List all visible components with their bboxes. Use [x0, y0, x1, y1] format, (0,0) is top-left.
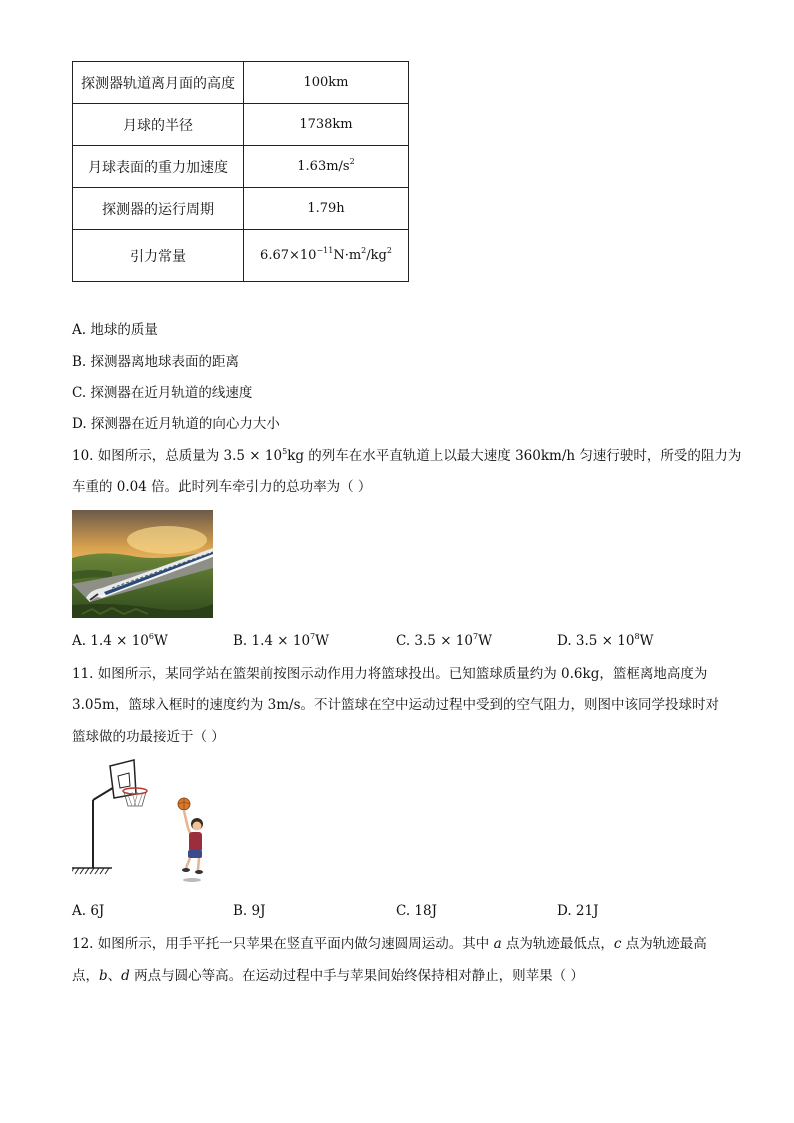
table-value: 1738km	[244, 104, 409, 146]
q10-stem-line2: 车重的 0.04 倍。此时列车牵引力的总功率为（ ）	[72, 479, 372, 495]
q10-option-b: B. $1.4 \times 10^7W$	[233, 632, 330, 649]
q10-stem-line1: 10. 如图所示，总质量为 $3.5 \times 10^5kg$ 的列车在水平直轨道上以最大速度 360km/h 匀速行驶时，所受的阻力为	[72, 447, 742, 464]
q11-option-d: D. 21J	[557, 903, 599, 919]
table-value	[244, 146, 409, 188]
table-row	[73, 188, 409, 230]
q11-stem-line2: 3.05m，篮球入框时的速度约为 3m/s。不计篮球在空中运动过程中受到的空气阻力，则图中该同学投球时对	[72, 697, 720, 713]
table-row	[73, 146, 409, 188]
q10-option-d: D. $3.5 \times 10^8W$	[557, 632, 654, 649]
value-exponent: 2	[349, 157, 355, 166]
q10-option-c: C. $3.5 \times 10^7W$	[396, 632, 492, 649]
probe-data-table	[72, 61, 409, 282]
q11-option-a: A. 6J	[72, 903, 105, 919]
table-label: 月球的半径	[73, 104, 244, 146]
table-label: 探测器的运行周期	[73, 188, 244, 230]
table-row	[73, 104, 409, 146]
train-photo	[72, 510, 213, 618]
value-text: 1.63m/s	[297, 159, 350, 174]
table-label: 月球表面的重力加速度	[73, 146, 244, 188]
q9-option-b: B. 探测器离地球表面的距离	[72, 354, 240, 370]
q11-stem-line1: 11. 如图所示，某同学站在篮架前按图示动作用力将篮球投出。已知篮球质量约为 0.6kg，篮框离地高度为	[72, 666, 708, 682]
q11-option-c: C. 18J	[396, 903, 438, 919]
q11-stem-line3: 篮球做的功最接近于（ ）	[72, 729, 225, 745]
q12-stem-line2: 点，b、d 两点与圆心等高。在运动过程中手与苹果间始终保持相对静止，则苹果（ ）	[72, 968, 584, 984]
table-label: 探测器轨道离月面的高度	[73, 62, 244, 104]
q9-option-a: A. 地球的质量	[72, 322, 158, 338]
table-row	[73, 230, 409, 282]
q10-option-a: A. $1.4 \times 10^6W$	[72, 632, 168, 649]
q12-stem-line1: 12. 如图所示，用手平托一只苹果在竖直平面内做匀速圆周运动。其中 a 点为轨迹最低点，c 点为轨迹最高	[72, 936, 707, 952]
q11-option-b: B. 9J	[233, 903, 266, 919]
table-label: 引力常量	[73, 230, 244, 282]
q9-option-d: D. 探测器在近月轨道的向心力大小	[72, 416, 280, 432]
q9-option-c: C. 探测器在近月轨道的线速度	[72, 385, 253, 401]
gravitational-constant-value: $6.67\times 10^{-11}N\cdot m^2/kg^2$	[244, 230, 409, 282]
basketball-illustration	[72, 758, 232, 890]
table-value: 100km	[244, 62, 409, 104]
table-row	[73, 62, 409, 104]
table-value: 1.79h	[244, 188, 409, 230]
